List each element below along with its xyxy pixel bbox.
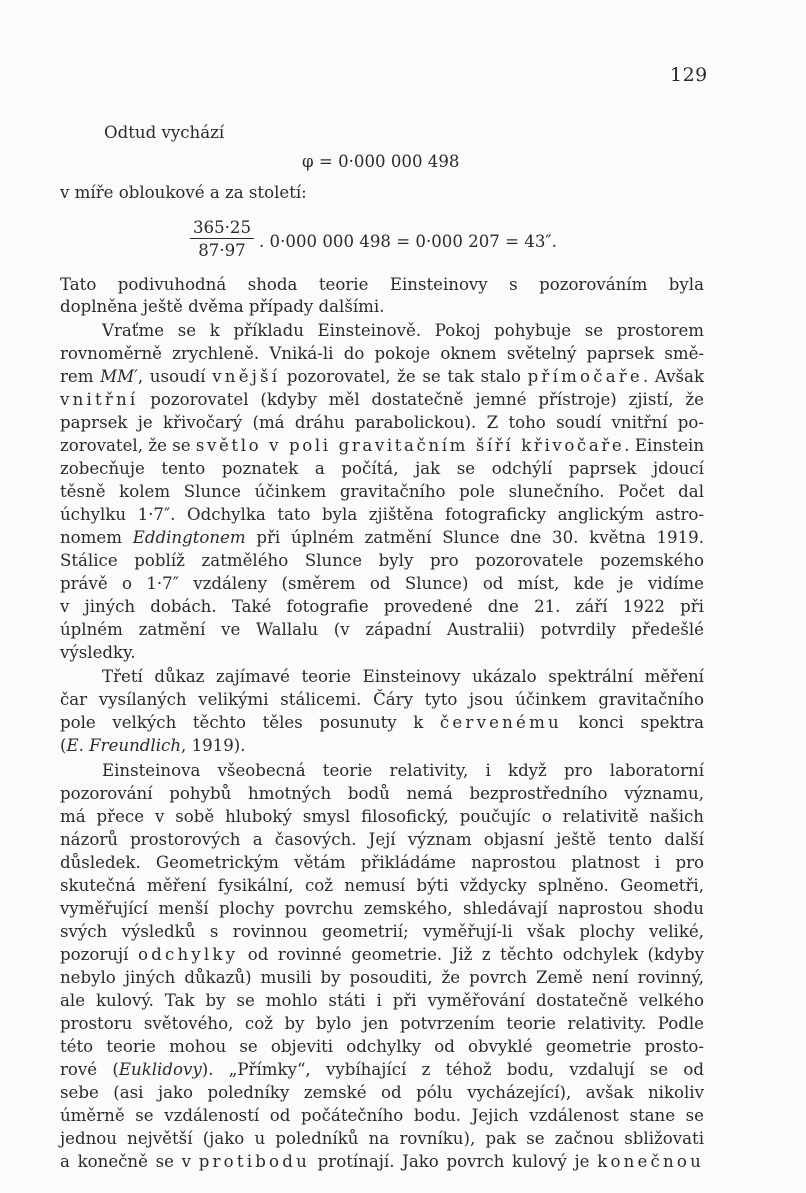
text-line: doplněna ještě dvěma případy dalšími. bbox=[60, 297, 385, 316]
text-line: (E. Freundlich, 1919). bbox=[60, 736, 246, 755]
text-line: vnitřní pozorovatel (kdyby měl dostatečně jemné přístroje) zjistí, že bbox=[60, 390, 704, 409]
text-line: skutečná měření fysikální, což nemusí býti vždycky splněno. Geometři, bbox=[60, 876, 704, 895]
text-line: má přece v sobě hluboký smysl filosofický, poučujíc o relativitě našich bbox=[60, 807, 704, 826]
text-line: prostoru světového, což by bylo jen potvrzením teorie relativity. Podle bbox=[60, 1014, 704, 1033]
text-line: úplném zatmění ve Wallalu (v západní Australii) potvrdily předešlé bbox=[60, 620, 704, 639]
intro-line: Odtud vychází bbox=[104, 123, 225, 142]
text-line: Třetí důkaz zajímavé teorie Einsteinovy ukázalo spektrální měření bbox=[102, 667, 704, 686]
text-line: pozorují odchylky od rovinné geometrie. Již z těchto odchylek (kdyby bbox=[60, 945, 704, 964]
text-line: zobecňuje tento poznatek a počítá, jak se odchýlí paprsek jdoucí bbox=[60, 459, 704, 478]
equation-phi: φ = 0·000 000 498 bbox=[302, 152, 460, 171]
unit-line: v míře obloukové a za století: bbox=[60, 183, 307, 202]
text-line: úměrně se vzdáleností od počátečního bodu. Jejich vzdálenost stane se bbox=[60, 1106, 704, 1125]
text-line: této teorie mohou se objeviti odchylky od obvyklé geometrie prosto- bbox=[60, 1037, 704, 1056]
text-line: Stálice poblíž zatmělého Slunce byly pro pozorovatele pozemského bbox=[60, 551, 704, 570]
fraction-numerator: 365·25 bbox=[190, 218, 254, 239]
text-line: ale kulový. Tak by se mohlo státi i při vyměřování dostatečně velkého bbox=[60, 991, 704, 1010]
text-line: v jiných dobách. Také fotografie provedené dne 21. září 1922 při bbox=[60, 597, 704, 616]
text-line: pozorování pohybů hmotných bodů nemá bezprostředního významu, bbox=[60, 784, 704, 803]
text-line: svých výsledků s rovinnou geometrií; vyměřují-li však plochy veliké, bbox=[60, 922, 704, 941]
text-line: paprsek je křivočarý (má dráhu parabolickou). Z toho soudí vnitřní po- bbox=[60, 413, 704, 432]
text-line: Einsteinova všeobecná teorie relativity, i když pro laboratorní bbox=[102, 761, 704, 780]
text-line: sebe (asi jako poledníky zemské od pólu vycházející), avšak nikoliv bbox=[60, 1083, 704, 1102]
text-line: pole velkých těchto těles posunuty k červenému konci spektra bbox=[60, 713, 704, 732]
equation-result: . 0·000 000 498 = 0·000 207 = 43″. bbox=[259, 232, 557, 251]
text-line: zorovatel, že se světlo v poli gravitačním šíří křivočaře. Einstein bbox=[60, 436, 705, 455]
text-line: a konečně se v protibodu protínají. Jako povrch kulový je konečnou bbox=[60, 1152, 704, 1171]
text-line: rem MM′, usoudí vnější pozorovatel, že se tak stalo přímočaře. Avšak bbox=[60, 367, 704, 386]
equation-fraction bbox=[190, 218, 254, 260]
text-line: důsledek. Geometrickým větám přikládáme naprostou platnost i pro bbox=[60, 853, 704, 872]
text-line: nebylo jiných důkazů) musili by posouditi, že povrch Země není rovinný, bbox=[60, 968, 704, 987]
text-line: jednou největší (jako u poledníků na rovníku), pak se začnou sbližovati bbox=[60, 1129, 704, 1148]
text-line: Vraťme se k příkladu Einsteinově. Pokoj pohybuje se prostorem bbox=[102, 321, 704, 340]
text-line: vyměřující menší plochy povrchu zemského, shledávají naprostou shodu bbox=[60, 899, 704, 918]
text-line: výsledky. bbox=[60, 643, 136, 662]
text-line: čar vysílaných velikými stálicemi. Čáry tyto jsou účinkem gravitačního bbox=[60, 690, 704, 709]
fraction-denominator: 87·97 bbox=[198, 241, 246, 260]
text-line: rovnoměrně zrychleně. Vniká-li do pokoje oknem světelný paprsek smě- bbox=[60, 344, 704, 363]
text-line: názorů prostorových a časových. Její význam objasní ještě tento další bbox=[60, 830, 704, 849]
text-line: rové (Euklidovy). „Přímky“, vybíhající z téhož bodu, vzdalují se od bbox=[60, 1060, 704, 1079]
text-line: Tato podivuhodná shoda teorie Einsteinovy s pozorováním byla bbox=[60, 275, 704, 294]
text-line: nomem Eddingtonem při úplném zatmění Slunce dne 30. května 1919. bbox=[60, 528, 704, 547]
text-line: těsně kolem Slunce účinkem gravitačního pole slunečního. Počet dal bbox=[60, 482, 704, 501]
text-line: úchylku 1·7″. Odchylka tato byla zjištěna fotograficky anglickým astro- bbox=[60, 505, 704, 524]
text-line: právě o 1·7″ vzdáleny (směrem od Slunce) od míst, kde je vidíme bbox=[60, 574, 704, 593]
page-number: 129 bbox=[670, 64, 708, 86]
